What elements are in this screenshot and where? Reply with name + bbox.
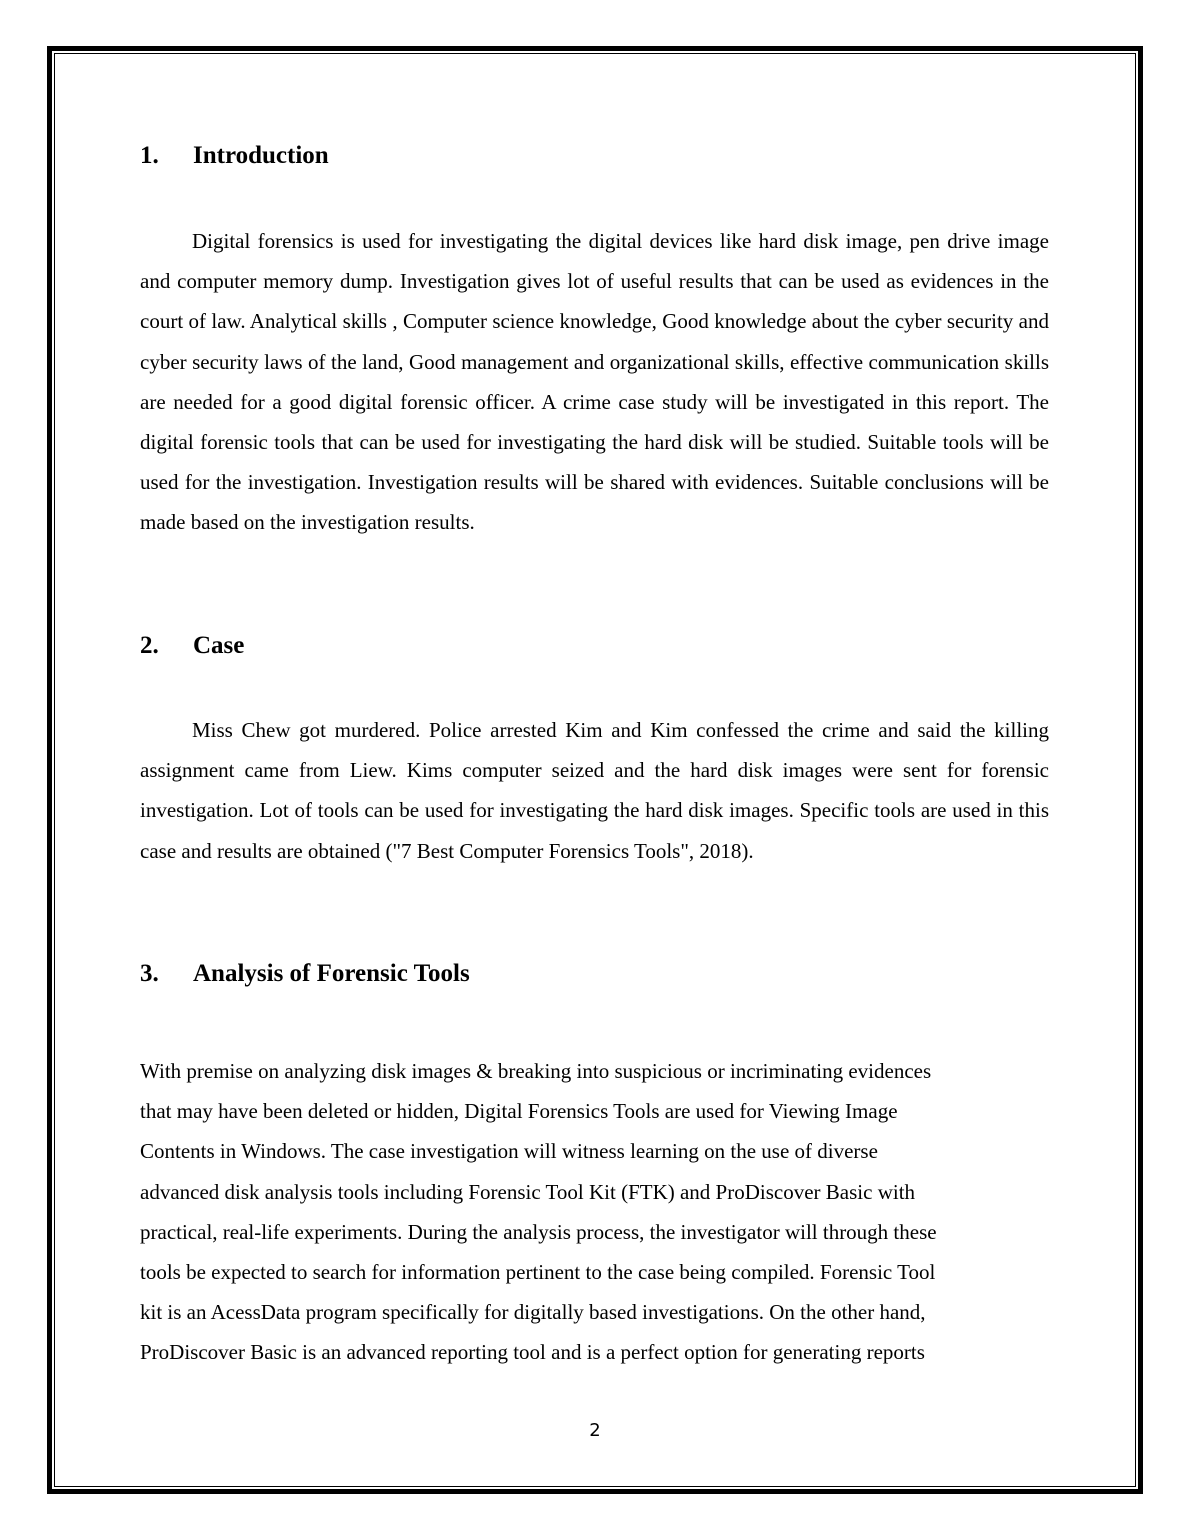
section-heading-analysis [140,958,470,990]
paragraph-case: Miss Chew got murdered. Police arrested Kim and Kim confessed the crime and said the killing assignment came from Liew. Kims computer seized and the hard disk images were sent for forensic investigation. Lot of tools can be used for investigating the hard disk images. Specific tools are used in this case and results are obtained ("7 Best Computer Forensics Tools", 2018). [140,718,1049,863]
section-title: Introduction [193,142,329,169]
section-number: 2. [140,632,159,659]
text-line: ProDiscover Basic is an advanced reporting tool and is a perfect option for generating reports [140,1340,925,1365]
section-number: 3. [140,960,159,987]
section-title: Case [193,632,245,659]
text-line: practical, real-life experiments. During the analysis process, the investigator will through these [140,1219,937,1244]
text-line: that may have been deleted or hidden, Digital Forensics Tools are used for Viewing Image [140,1099,898,1124]
section-heading-case [140,630,244,662]
text-line: tools be expected to search for information pertinent to the case being compiled. Forensic Tool [140,1260,936,1285]
text-line: advanced disk analysis tools including Forensic Tool Kit (FTK) and ProDiscover Basic with [140,1179,916,1204]
section-heading-introduction [140,140,329,172]
text-line: Contents in Windows. The case investigation will witness learning on the use of diverse [140,1139,878,1164]
text-line: With premise on analyzing disk images & breaking into suspicious or incriminating evidences [140,1059,932,1083]
section-title: Analysis of Forensic Tools [193,960,470,987]
paragraph-introduction: Digital forensics is used for investigating the digital devices like hard disk image, pen drive image and computer memory dump. Investigation gives lot of useful results that can be used as evidences in the court of law. Analytical skills , Computer science knowledge, Good knowledge about the cyber security and cyber security laws of the land, Good management and organizational skills, effective communication skills are needed for a good digital forensic officer. A crime case study will be investigated in this report. The digital forensic tools that can be used for investigating the hard disk will be studied. Suitable tools will be used for the investigation. Investigation results will be shared with evidences. Suitable conclusions will be made based on the investigation results. [140,229,1049,535]
section-number: 1. [140,142,159,169]
text-line: kit is an AcessData program specifically for digitally based investigations. On the other hand, [140,1300,926,1325]
paragraph-analysis [140,1051,1035,1373]
page-number: 2 [589,1420,601,1441]
